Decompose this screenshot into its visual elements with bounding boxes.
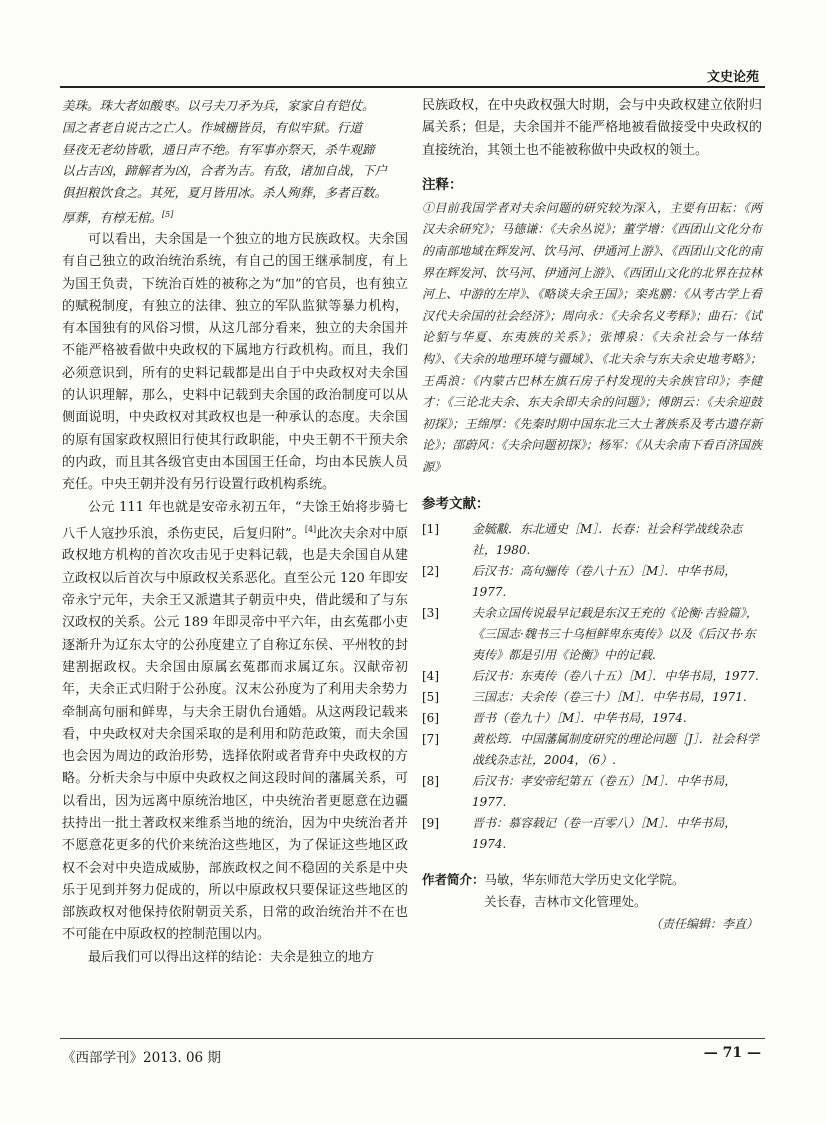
reference-text: 三国志：夫余传（卷三十）［M］．中华书局，1971. bbox=[472, 689, 747, 704]
author-line-2: 关长春，吉林市文化管理处。 bbox=[484, 893, 647, 909]
note-text: ①目前我国学者对夫余问题的研究较为深入，主要有田耘：《两汉夫余研究》；马德谦：《夫余丛说》；董学增：《西团山文化分布的南部地域在辉发河、饮马河、伊通河上游》、《西团山文化的南界在辉发河、饮马河、伊通河上游》、《西团山文化的北界在拉林河上、中游的左岸》、《略谈夫余王国》；栾兆鹏：《从考古学上看汉代夫余国的社会经济》；周向永：《夫余名义考释》；曲石：《试论貊与华夏、东夷族的关系》；张博泉：《夫余社会与一体结构》、《夫余的地理环境与疆域》、《北夫余与东夫余史地考略》；王禹浪：《内蒙古巴林左旗石房子村发现的夫余族官印》；李健才：《三论北夫余、东夫余即夫余的问题》；傅朗云：《夫余迎鼓初探》；王绵厚：《先秦时期中国东北三大土著族系及考古遗存新论》；邵蔚风：《夫余问题初探》；杨军：《从夫余南下看百济国族源》 bbox=[422, 200, 762, 475]
quote-line bbox=[62, 204, 408, 229]
quote-line: 国之者老自说古之亡人。作城栅皆员，有似牢狱。行道 bbox=[62, 119, 363, 135]
reference-item bbox=[422, 813, 762, 855]
paragraph-1: 可以看出，夫余国是一个独立的地方民族政权。夫余国有自己独立的政治统治系统，有自己的国王继承制度，有上为国王负责，下统治百姓的被称之为“加”的官员，也有独立的赋税制度，有独立的法律、独立的军队监狱等暴力机构，有本国独有的风俗习惯，从这几部分看来，独立的夫余国并不能严格被看做中央政权的下属地方行政机构。而且，我们必须意识到，所有的史料记载都是出自于中央政权对夫余国的认识理解，那么，史料中记载到夫余国的政治制度可以从侧面说明，中央政权对其政权也是一种承认的态度。夫余国的原有国家政权照旧行使其行政职能，中央王朝不干预夫余的内政，而且其各级官吏由本国国王任命，均由本民族人员充任。中央王朝并没有另行设置行政机构系统。 bbox=[62, 231, 408, 493]
reference-number: [8] bbox=[422, 773, 439, 788]
paragraph-2-a: 公元 111 年也就是安帝永初五年，“夫馀王始将步骑七八千人寇抄乐浪，杀伤吏民，后复归附”。 bbox=[62, 499, 408, 542]
left-column bbox=[62, 95, 408, 969]
references-heading: 参考文献： bbox=[422, 495, 490, 512]
quote-line: 昼夜无老幼皆歌，通日声不绝。有军事亦祭天，杀牛观蹄 bbox=[62, 141, 375, 157]
reference-list bbox=[422, 519, 762, 855]
reference-item bbox=[422, 666, 762, 687]
footer-rule bbox=[60, 1038, 765, 1039]
author-block bbox=[422, 869, 762, 913]
reference-item bbox=[422, 603, 762, 666]
reference-number: [7] bbox=[422, 731, 439, 746]
quote-block bbox=[62, 95, 408, 229]
reference-text: 后汉书：孝安帝纪第五（卷五）［M］．中华书局，1977. bbox=[472, 773, 737, 809]
reference-number: [3] bbox=[422, 605, 439, 620]
reference-number: [5] bbox=[422, 689, 439, 704]
author-label: 作者简介： bbox=[422, 871, 485, 887]
continuation-paragraph: 民族政权，在中央政权强大时期，会与中央政权建立依附归属关系；但是，夫余国并不能严格地被看做接受中央政权的直接统治，其领土也不能被称做中央政权的领土。 bbox=[422, 98, 762, 158]
quote-line: 俱担粮饮食之。其死，夏月皆用冰。杀人殉葬，多者百数。 bbox=[62, 185, 388, 201]
reference-number: [2] bbox=[422, 563, 439, 578]
reference-item bbox=[422, 729, 762, 771]
author-line-1 bbox=[422, 869, 762, 891]
header-rule bbox=[60, 86, 765, 88]
citation: [4] bbox=[304, 524, 317, 534]
reference-item bbox=[422, 771, 762, 813]
reference-number: [1] bbox=[422, 521, 439, 536]
section-tag: 文史论苑 bbox=[706, 70, 759, 85]
reference-item bbox=[422, 687, 762, 708]
reference-text: 黄松筠．中国藩属制度研究的理论问题［J］．社会科学战线杂志社，2004，（6）. bbox=[472, 731, 759, 767]
reference-item bbox=[422, 708, 762, 729]
reference-number: [6] bbox=[422, 710, 439, 725]
reference-text: 夫余立国传说最早记载是东汉王充的《论衡·吉验篇》，《三国志·魏书三十乌桓鲜卑东夷传》以及《后汉书·东夷传》都是引用《论衡》中的记载. bbox=[472, 605, 758, 662]
reference-text: 晋书（卷九十）［M］．中华书局，1974. bbox=[472, 710, 687, 725]
reference-text: 晋书：慕容载记（卷一百零八）［M］．中华书局，1974. bbox=[472, 815, 737, 851]
reference-item bbox=[422, 519, 762, 561]
reference-text: 金毓黻．东北通史［M］．长春：社会科学战线杂志社，1980. bbox=[472, 521, 743, 557]
reference-text: 后汉书：高句骊传（卷八十五）［M］．中华书局，1977. bbox=[472, 563, 737, 599]
quote-line-text: 厚葬，有椁无棺。 bbox=[62, 210, 163, 226]
right-column bbox=[422, 95, 762, 932]
reference-number: [9] bbox=[422, 815, 439, 830]
notes-heading: 注释： bbox=[422, 176, 463, 193]
citation: [5] bbox=[162, 209, 174, 219]
reference-item bbox=[422, 561, 762, 603]
reference-number: [4] bbox=[422, 668, 439, 683]
paragraph-2-b: 此次夫余对中原政权地方机构的首次攻击见于史料记载，也是夫余国自从建立政权以后首次与中原政权关系恶化。直至公元 120 年即安帝永宁元年，夫余王又派遣其子朝贡中央，借此缓和了与东汉政权的关系。公元 189 年即灵帝中平六年，由玄菟郡小吏逐渐升为辽东太守的公孙度建立了自称辽东侯、平州牧的封建割据政权。夫余国由原属玄菟郡而求属辽东。汉献帝初年，夫余正式归附于公孙度。汉末公孙度为了利用夫余势力牵制高句丽和鲜卑，与夫余王尉仇台通婚。从这两段记载来看，中央政权对夫余国采取的是利用和防范政策，而夫余国也会因为周边的政治形势，选择依附或者背弃中央政权的方略。分析夫余与中原中央政权之间这段时间的藩属关系，可以看出，因为远离中原统治地区，中央统治者更愿意在边疆扶持出一批土著政权来维系当地的统治，因为中央统治者并不愿意花更多的代价来统治这些地区，为了保证这些地区政权不会对中央造成威胁，部族政权之间不稳固的关系是中央乐于见到并努力促成的，所以中原政权只要保证这些地区的部族政权对他保持依附朝贡关系，日常的政治统治并不在也不可能在中原政权的控制范围以内。 bbox=[62, 526, 408, 943]
responsible-editor: （责任编辑：李直） bbox=[649, 916, 758, 931]
quote-line: 美珠。珠大者如酸枣。以弓夫刀矛为兵，家家自有铠仗。 bbox=[62, 98, 375, 113]
author-1: 马敏，华东师范大学历史文化学院。 bbox=[484, 871, 685, 887]
paragraph-3: 最后我们可以得出这样的结论：夫余是独立的地方 bbox=[88, 949, 375, 965]
reference-text: 后汉书：东夷传（卷八十五）［M］．中华书局，1977. bbox=[472, 668, 759, 683]
quote-line: 以占吉凶，蹄解者为凶，合者为吉。有敌，诸加自战，下户 bbox=[62, 163, 388, 179]
journal-issue: 《西部学刊》2013. 06 期 bbox=[62, 1050, 221, 1066]
page-number: — 71 — bbox=[703, 1045, 761, 1061]
paragraph-2 bbox=[62, 497, 408, 947]
